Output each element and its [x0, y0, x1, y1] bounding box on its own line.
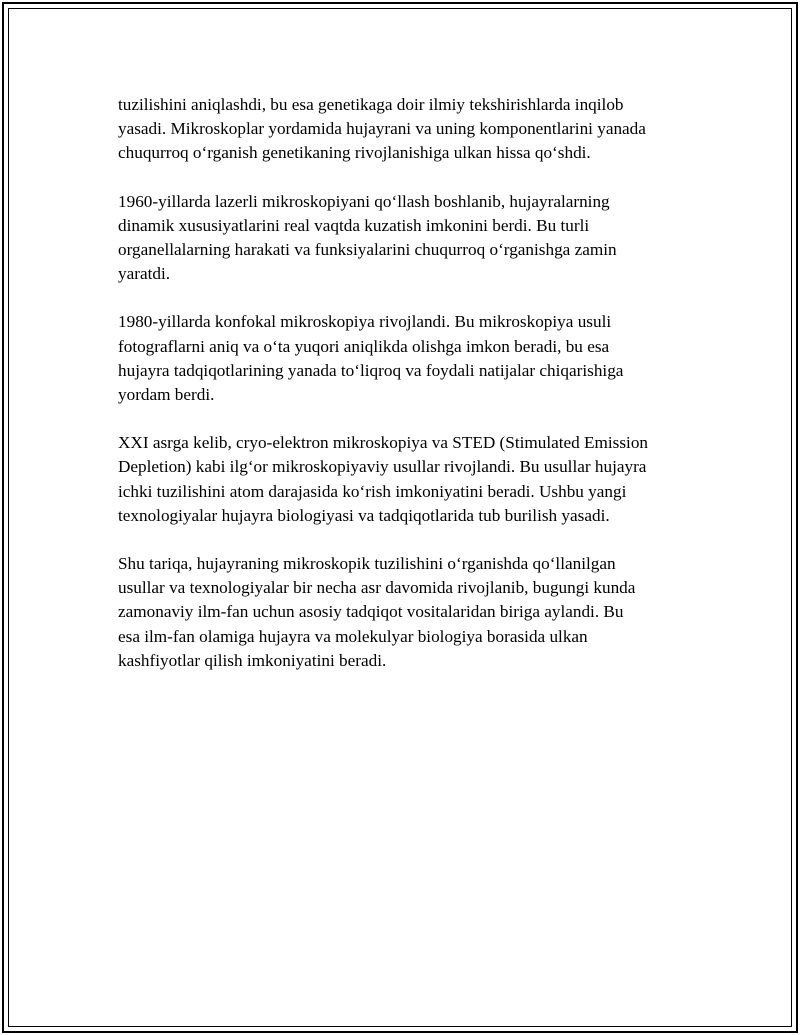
text-line: ichki tuzilishini atom darajasida ko‘rish imkoniyatini beradi. Ushbu yangi [118, 481, 627, 501]
text-line: Depletion) kabi ilg‘or mikroskopiyaviy usullar rivojlandi. Bu usullar hujayra [118, 457, 647, 477]
text-line: yordam berdi. [118, 385, 215, 405]
document-body [118, 93, 698, 697]
paragraph-conclusion [118, 552, 698, 673]
text-line: Shu tariqa, hujayraning mikroskopik tuzilishini o‘rganishda qo‘llanilgan [118, 554, 616, 574]
text-line: organellalarning harakati va funksiyalarini chuqurroq o‘rganishga zamin [118, 240, 617, 260]
text-line: yasadi. Mikroskoplar yordamida hujayrani va uning komponentlarini yanada [118, 119, 646, 139]
text-line: yaratdi. [118, 264, 171, 284]
paragraph-confocal-microscopy [118, 310, 698, 407]
text-line: dinamik xususiyatlarini real vaqtda kuzatish imkonini berdi. Bu turli [118, 215, 590, 235]
text-line: 1980-yillarda konfokal mikroskopiya rivojlandi. Bu mikroskopiya usuli [118, 312, 612, 332]
text-line: texnologiyalar hujayra biologiyasi va tadqiqotlarida tub burilish yasadi. [118, 505, 610, 525]
text-line: chuqurroq o‘rganish genetikaning rivojlanishiga ulkan hissa qo‘shdi. [118, 143, 591, 163]
paragraph-cryo-sted [118, 431, 698, 528]
text-line: zamonaviy ilm-fan uchun asosiy tadqiqot vositalaridan biriga aylandi. Bu [118, 602, 624, 622]
paragraph-laser-microscopy [118, 190, 698, 287]
text-line: 1960-yillarda lazerli mikroskopiyani qo‘llash boshlanib, hujayralarning [118, 191, 610, 211]
text-line: tuzilishini aniqlashdi, bu esa genetikaga doir ilmiy tekshirishlarda inqilob [118, 95, 624, 114]
paragraph-genetics [118, 93, 698, 166]
text-line: XXI asrga kelib, cryo-elektron mikroskopiya va STED (Stimulated Emission [118, 433, 649, 453]
text-line: kashfiyotlar qilish imkoniyatini beradi. [118, 650, 387, 670]
text-line: esa ilm-fan olamiga hujayra va molekulyar biologiya borasida ulkan [118, 626, 588, 646]
text-line: usullar va texnologiyalar bir necha asr davomida rivojlanib, bugungi kunda [118, 578, 636, 598]
text-line: fotograflarni aniq va o‘ta yuqori aniqlikda olishga imkon beradi, bu esa [118, 336, 610, 356]
text-line: hujayra tadqiqotlarining yanada to‘liqroq va foydali natijalar chiqarishiga [118, 360, 624, 380]
